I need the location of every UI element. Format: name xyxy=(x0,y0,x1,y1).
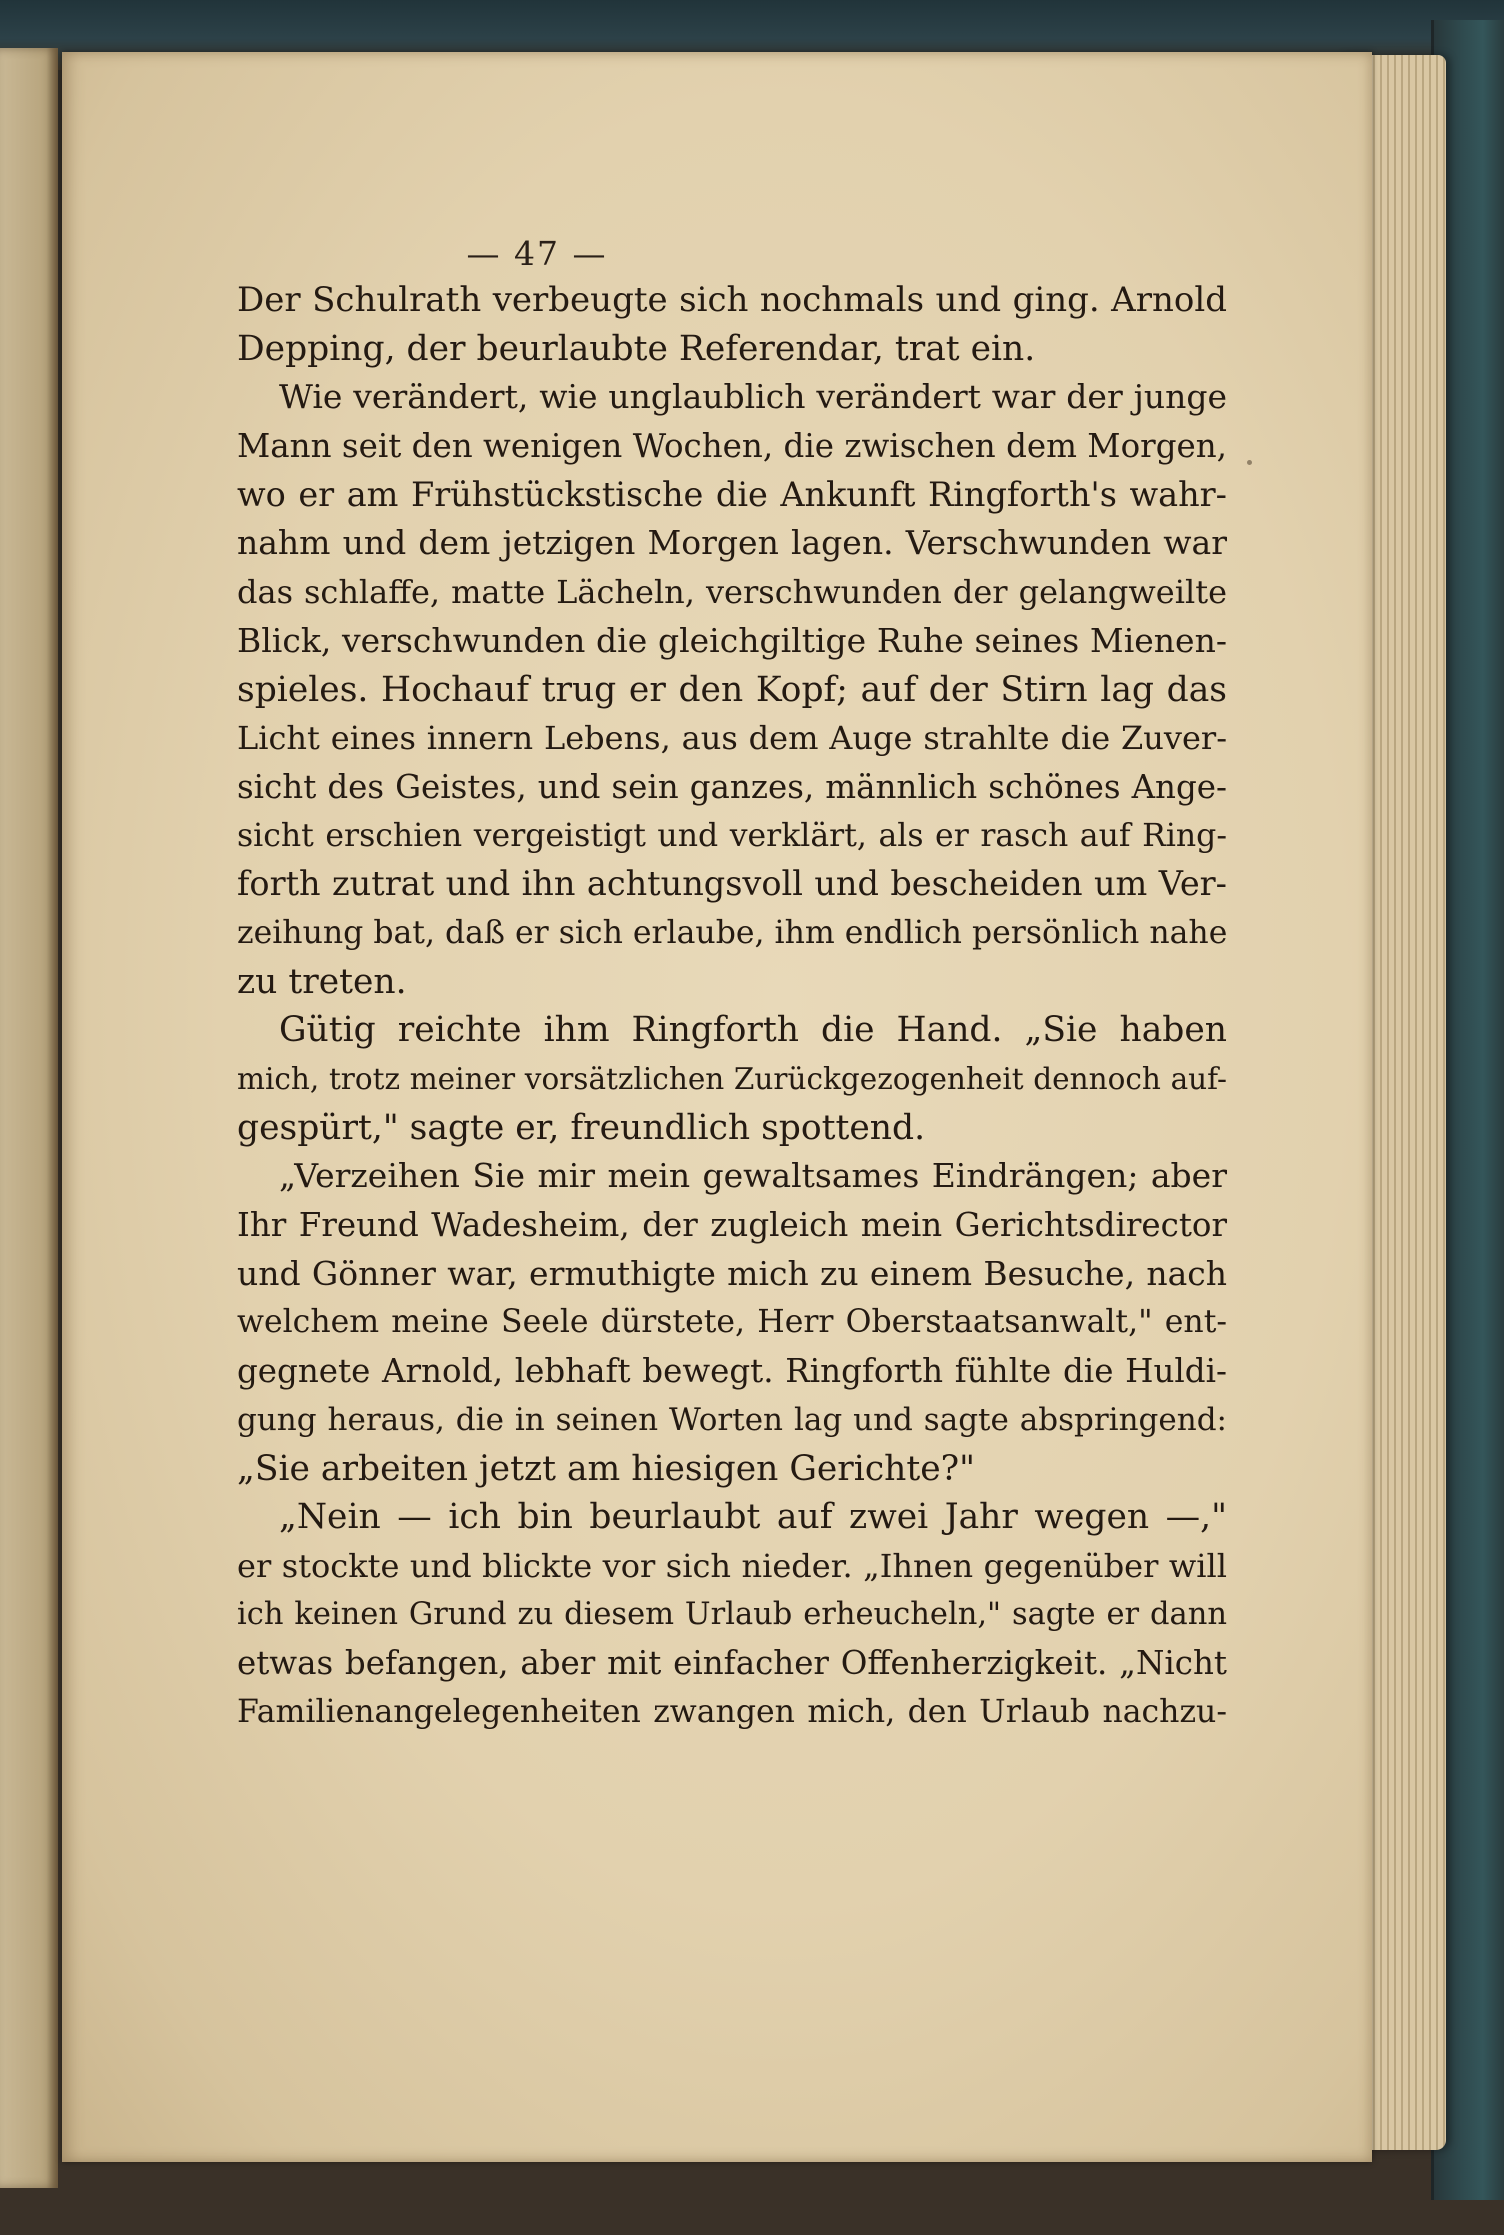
text-line: Familienangelegenheiten zwangen mich, den Urlaub nachzu- xyxy=(237,1693,1227,1730)
text-line: Der Schulrath verbeugte sich nochmals und ging. Arnold xyxy=(237,280,1227,320)
text-line: gung heraus, die in seinen Worten lag und sagte abspringend: xyxy=(237,1401,1227,1438)
text-line: Ihr Freund Wadesheim, der zugleich mein Gerichtsdirector xyxy=(237,1206,1227,1245)
text-line: forth zutrat und ihn achtungsvoll und bescheiden um Ver- xyxy=(237,864,1227,904)
text-line: Depping, der beurlaubte Referendar, trat ein. xyxy=(237,328,1036,369)
text-line: zu treten. xyxy=(237,961,407,1002)
text-line: etwas befangen, aber mit einfacher Offenherzigkeit. „Nicht xyxy=(237,1644,1227,1683)
facing-page-edge xyxy=(0,48,58,2188)
text-line: welchem meine Seele dürstete, Herr Oberstaatsanwalt," ent- xyxy=(237,1304,1227,1341)
page-number: — 47 — xyxy=(466,234,608,273)
text-line: „Sie arbeiten jetzt am hiesigen Gerichte?" xyxy=(237,1448,976,1489)
text-line: Wie verändert, wie unglaublich verändert war der junge xyxy=(279,377,1227,417)
text-line: ich keinen Grund zu diesem Urlaub erheucheln," sagte er dann xyxy=(237,1596,1227,1632)
page-text xyxy=(237,276,1227,1737)
text-line: gegnete Arnold, lebhaft bewegt. Ringforth fühlte die Huldi- xyxy=(237,1352,1227,1391)
text-line: gespürt," sagte er, freundlich spottend. xyxy=(237,1107,926,1148)
text-line: und Gönner war, ermuthigte mich zu einem Besuche, nach xyxy=(237,1253,1227,1293)
text-line: spieles. Hochauf trug er den Kopf; auf der Stirn lag das xyxy=(237,669,1227,710)
text-line: mich, trotz meiner vorsätzlichen Zurückgezogenheit dennoch auf- xyxy=(237,1062,1227,1096)
text-line: sicht des Geistes, und sein ganzes, männlich schönes Ange- xyxy=(237,767,1227,806)
text-line: er stockte und blickte vor sich nieder. „Ihnen gegenüber will xyxy=(237,1546,1227,1585)
text-line: zeihung bat, daß er sich erlaube, ihm endlich persönlich nahe xyxy=(237,914,1227,951)
book-page xyxy=(62,52,1372,2162)
text-line: „Verzeihen Sie mir mein gewaltsames Eindrängen; aber xyxy=(279,1156,1227,1196)
text-line: Mann seit den wenigen Wochen, die zwischen dem Morgen, xyxy=(237,427,1227,466)
text-line: Gütig reichte ihm Ringforth die Hand. „Sie haben xyxy=(279,1010,1227,1051)
text-line: nahm und dem jetzigen Morgen lagen. Verschwunden war xyxy=(237,523,1227,563)
text-line: Licht eines innern Lebens, aus dem Auge strahlte die Zuver- xyxy=(237,719,1227,758)
text-line: das schlaffe, matte Lächeln, verschwunden der gelangweilte xyxy=(237,573,1227,612)
text-line: „Nein — ich bin beurlaubt auf zwei Jahr wegen —," xyxy=(279,1497,1227,1538)
text-line: Blick, verschwunden die gleichgiltige Ruhe seines Mienen- xyxy=(237,620,1227,660)
text-line: sicht erschien vergeistigt und verklärt, als er rasch auf Ring- xyxy=(237,817,1227,854)
paper-speck xyxy=(1247,460,1252,465)
text-line: wo er am Frühstückstische die Ankunft Ringforth's wahr- xyxy=(237,474,1227,514)
